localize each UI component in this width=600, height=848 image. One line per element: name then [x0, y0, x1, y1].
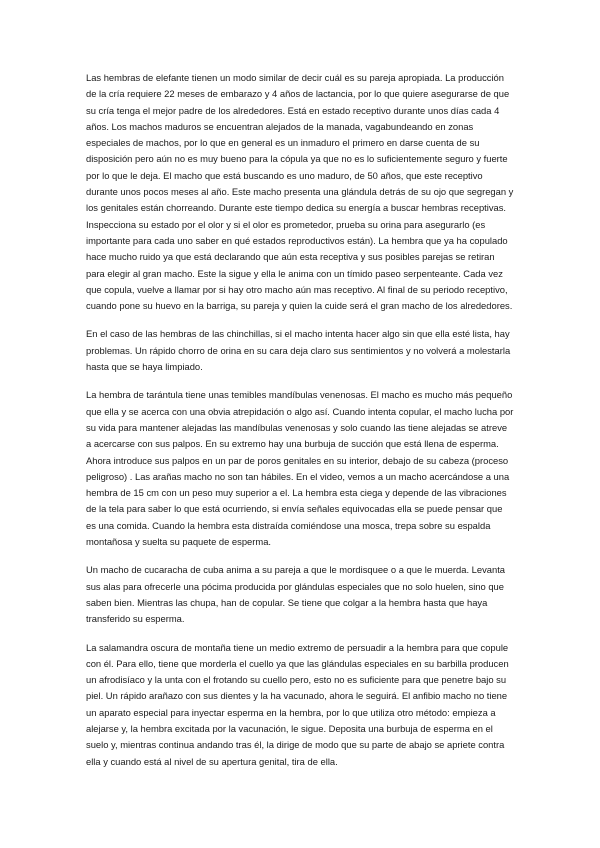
- paragraph-tarantula: La hembra de tarántula tiene unas temibles mandíbulas venenosas. El macho es mucho más pequeño que ella y se acerca con una obvia atrepidación o algo así. Cuando intenta copular, el macho lucha por su vida para mantener alejadas las mandíbulas venenosas y solo cuando las tiene alejadas se atreve a acercarse con sus palpos. En su extremo hay una burbuja de succión que está llena de esperma. Ahora introduce sus palpos en un par de poros genitales en su interior, debajo de su cabeza (proceso peligroso) . Las arañas macho no son tan hábiles. En el video, vemos a un macho acercándose a una hembra de 15 cm con un peso muy superior a el. La hembra esta ciega y depende de las vibraciones de la tela para saber lo que está ocurriendo, si envía señales equivocadas ella se puede pensar que es una comida. Cuando la hembra esta distraída comiéndose una mosca, trepa sobre su espalda montañosa y suelta su paquete de esperma.: [86, 389, 514, 548]
- paragraph-chinchillas: En el caso de las hembras de las chinchillas, si el macho intenta hacer algo sin que ella esté lista, hay problemas. Un rápido chorro de orina en su cara deja claro sus sentimientos y no volverá a molestarla hasta que se haya limpiado.: [86, 328, 511, 373]
- paragraph-salamandra: La salamandra oscura de montaña tiene un medio extremo de persuadir a la hembra para que copule con él. Para ello, tiene que morderla el cuello ya que las glándulas especiales en su barbilla producen un afrodisíaco y la unta con el frotando su cuello pero, esto no es suficiente para que penetre bajo su piel. Un rápido arañazo con sus dientes y la ha vacunado, ahora le seguirá. El anfibio macho no tiene un aparato especial para inyectar esperma en la hembra, por lo que utiliza otro método: empieza a alejarse y, la hembra excitada por la vacunación, le sigue. Deposita una burbuja de esperma en el suelo y, mientras continua andando tras él, la dirige de modo que su parte de abajo se apriete contra ella y cuando está al nivel de su apertura genital, tira de ella.: [86, 641, 509, 767]
- paragraph-elefantes: Las hembras de elefante tienen un modo similar de decir cuál es su pareja apropiada. La producción de la cría requiere 22 meses de embarazo y 4 años de lactancia, por lo que quiere asegurarse de que su cría tenga el mejor padre de los alrededores. Está en estado receptivo durante unos días cada 4 años. Los machos maduros se encuentran alejados de la manada, vagabundeando en zonas especiales de machos, por lo que en general es un inmaduro el primero en darse cuenta de su disposición pero aún no es muy bueno para la cópula ya que no es lo suficientemente seguro y fuerte por lo que le deja. El macho que está buscando es uno maduro, de 50 años, que este receptivo durante unos pocos meses al año. Este macho presenta una glándula detrás de su ojo que segregan y los genitales están chorreando. Durante este tiempo dedica su energía a buscar hembras receptivas. Inspecciona su estado por el olor y si el olor es prometedor, prueba su orina para asegurarlo (es importante para cada uno saber en qué estados reproductivos están). La hembra que ya ha copulado hace mucho ruido ya que está declarando que aún esta receptiva y sus posibles parejas se retiran para elegir al gran macho. Este la sigue y ella le anima con un tímido paseo serpenteante. Cada vez que copula, vuelve a llamar por si hay otro macho aún mas receptivo. Al final de su periodo receptivo, cuando pone su huevo en la barriga, su pareja y quien la cuide será el gran macho de los alrededores.: [86, 72, 514, 312]
- paragraph-cucaracha: Un macho de cucaracha de cuba anima a su pareja a que le mordisquee o a que le muerda. Levanta sus alas para ofrecerle una pócima producida por glándulas especiales que no solo huelen, sino que saben bien. Mientras las chupa, han de copular. Se tiene que colgar a la hembra hasta que haya transferido su esperma.: [86, 564, 506, 625]
- document-page: [86, 70, 514, 782]
